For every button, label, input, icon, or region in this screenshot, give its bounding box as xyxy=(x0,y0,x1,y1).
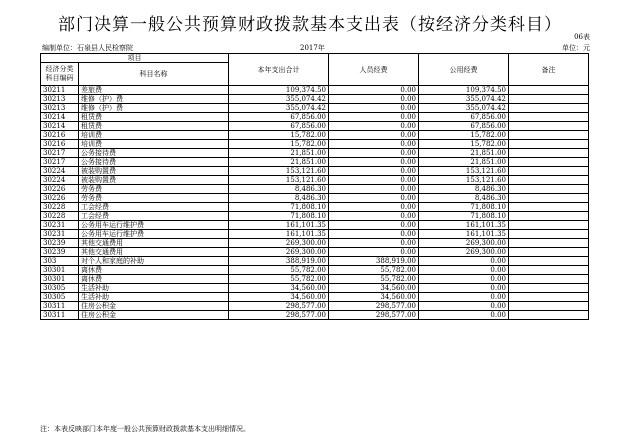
table-row xyxy=(41,230,589,239)
row-total: 269,300.00 xyxy=(229,239,329,248)
row-name: 租赁费 xyxy=(79,113,229,122)
row-code: 30216 xyxy=(41,140,79,149)
table-row xyxy=(41,95,589,104)
row-code: 30224 xyxy=(41,167,79,176)
row-personnel: 0.00 xyxy=(329,221,419,230)
currency-unit: 单位：元 xyxy=(562,44,590,52)
table-row xyxy=(41,104,589,113)
row-total: 34,560.00 xyxy=(229,293,329,302)
table-row xyxy=(41,239,589,248)
table-row xyxy=(41,221,589,230)
table-row xyxy=(41,158,589,167)
row-remark xyxy=(509,167,589,176)
row-public: 0.00 xyxy=(419,293,509,302)
row-code: 30239 xyxy=(41,248,79,257)
row-code: 30226 xyxy=(41,194,79,203)
row-personnel: 298,577.00 xyxy=(329,311,419,320)
row-name: 生活补助 xyxy=(79,293,229,302)
table-row xyxy=(41,140,589,149)
table-row xyxy=(41,86,589,95)
table-body xyxy=(41,86,589,320)
row-personnel: 0.00 xyxy=(329,230,419,239)
row-code: 30311 xyxy=(41,311,79,320)
row-public: 0.00 xyxy=(419,275,509,284)
row-public: 15,782.00 xyxy=(419,140,509,149)
row-total: 388,919.00 xyxy=(229,257,329,266)
table-row xyxy=(41,266,589,275)
row-total: 298,577.00 xyxy=(229,302,329,311)
row-name: 住房公积金 xyxy=(79,302,229,311)
table-row xyxy=(41,302,589,311)
row-public: 15,782.00 xyxy=(419,131,509,140)
row-code: 30226 xyxy=(41,185,79,194)
row-remark xyxy=(509,275,589,284)
row-total: 298,577.00 xyxy=(229,311,329,320)
row-name: 劳务费 xyxy=(79,194,229,203)
row-personnel: 34,560.00 xyxy=(329,284,419,293)
row-remark xyxy=(509,158,589,167)
row-total: 15,782.00 xyxy=(229,140,329,149)
row-remark xyxy=(509,248,589,257)
row-public: 0.00 xyxy=(419,311,509,320)
row-remark xyxy=(509,212,589,221)
row-personnel: 0.00 xyxy=(329,185,419,194)
row-personnel: 0.00 xyxy=(329,95,419,104)
row-public: 71,808.10 xyxy=(419,212,509,221)
table-row xyxy=(41,248,589,257)
row-name: 对个人和家庭的补助 xyxy=(79,257,229,266)
row-code: 30228 xyxy=(41,203,79,212)
row-remark xyxy=(509,203,589,212)
row-code: 30231 xyxy=(41,221,79,230)
table-row xyxy=(41,185,589,194)
row-personnel: 0.00 xyxy=(329,86,419,95)
row-name: 公务接待费 xyxy=(79,149,229,158)
row-name: 维修（护）费 xyxy=(79,95,229,104)
row-public: 67,856.00 xyxy=(419,122,509,131)
row-public: 269,300.00 xyxy=(419,239,509,248)
row-code: 30213 xyxy=(41,104,79,113)
row-remark xyxy=(509,176,589,185)
row-public: 161,101.35 xyxy=(419,221,509,230)
table-row xyxy=(41,311,589,320)
row-personnel: 0.00 xyxy=(329,140,419,149)
header-total: 本年支出合计 xyxy=(229,54,329,86)
row-personnel: 0.00 xyxy=(329,212,419,221)
table-row xyxy=(41,203,589,212)
row-remark xyxy=(509,113,589,122)
row-remark xyxy=(509,122,589,131)
row-total: 109,374.50 xyxy=(229,86,329,95)
row-personnel: 0.00 xyxy=(329,176,419,185)
table-row xyxy=(41,293,589,302)
row-personnel: 0.00 xyxy=(329,149,419,158)
row-remark xyxy=(509,293,589,302)
row-personnel: 388,919.00 xyxy=(329,257,419,266)
report-title: 部门决算一般公共预算财政拨款基本支出表（按经济分类科目） xyxy=(58,15,562,35)
header-personnel: 人员经费 xyxy=(329,54,419,86)
table-code: 06表 xyxy=(574,33,590,41)
row-remark xyxy=(509,230,589,239)
row-public: 0.00 xyxy=(419,284,509,293)
row-remark xyxy=(509,194,589,203)
row-remark xyxy=(509,86,589,95)
row-name: 住房公积金 xyxy=(79,311,229,320)
header-public: 公用经费 xyxy=(419,54,509,86)
row-total: 153,121.60 xyxy=(229,167,329,176)
row-total: 21,851.00 xyxy=(229,158,329,167)
row-name: 维修（护）费 xyxy=(79,104,229,113)
row-personnel: 55,782.00 xyxy=(329,266,419,275)
row-name: 工会经费 xyxy=(79,212,229,221)
row-total: 161,101.35 xyxy=(229,230,329,239)
row-code: 30231 xyxy=(41,230,79,239)
row-total: 161,101.35 xyxy=(229,221,329,230)
header-remark: 备注 xyxy=(509,54,589,86)
row-remark xyxy=(509,95,589,104)
row-public: 71,808.10 xyxy=(419,203,509,212)
table-row xyxy=(41,176,589,185)
table-row xyxy=(41,212,589,221)
header-code: 经济分类科目编码 xyxy=(41,63,79,86)
table-row xyxy=(41,131,589,140)
expenditure-table xyxy=(40,53,589,320)
row-public: 8,486.30 xyxy=(419,194,509,203)
row-public: 269,300.00 xyxy=(419,248,509,257)
row-code: 30214 xyxy=(41,122,79,131)
row-personnel: 0.00 xyxy=(329,113,419,122)
row-code: 30301 xyxy=(41,266,79,275)
row-remark xyxy=(509,104,589,113)
row-code: 30301 xyxy=(41,275,79,284)
row-total: 15,782.00 xyxy=(229,131,329,140)
row-remark xyxy=(509,221,589,230)
row-name: 租赁费 xyxy=(79,122,229,131)
row-name: 培训费 xyxy=(79,140,229,149)
row-code: 30311 xyxy=(41,302,79,311)
row-name: 培训费 xyxy=(79,131,229,140)
row-name: 劳务费 xyxy=(79,185,229,194)
row-remark xyxy=(509,140,589,149)
row-code: 30305 xyxy=(41,293,79,302)
row-name: 其他交通费用 xyxy=(79,239,229,248)
row-personnel: 0.00 xyxy=(329,104,419,113)
row-personnel: 0.00 xyxy=(329,122,419,131)
row-public: 153,121.60 xyxy=(419,167,509,176)
row-public: 153,121.60 xyxy=(419,176,509,185)
table-row xyxy=(41,167,589,176)
row-total: 153,121.60 xyxy=(229,176,329,185)
row-name: 被装购置费 xyxy=(79,176,229,185)
row-remark xyxy=(509,257,589,266)
table-row xyxy=(41,194,589,203)
table-row xyxy=(41,257,589,266)
table-row xyxy=(41,113,589,122)
row-remark xyxy=(509,149,589,158)
footnote: 注：本表反映部门本年度一般公共预算财政拨款基本支出明细情况。 xyxy=(40,425,250,433)
row-total: 55,782.00 xyxy=(229,275,329,284)
row-public: 161,101.35 xyxy=(419,230,509,239)
row-total: 8,486.30 xyxy=(229,194,329,203)
row-public: 0.00 xyxy=(419,302,509,311)
report-year: 2017年 xyxy=(300,44,325,52)
row-total: 67,856.00 xyxy=(229,113,329,122)
row-total: 71,808.10 xyxy=(229,203,329,212)
row-code: 30217 xyxy=(41,149,79,158)
row-name: 生活补助 xyxy=(79,284,229,293)
row-public: 21,851.00 xyxy=(419,149,509,158)
row-remark xyxy=(509,239,589,248)
row-remark xyxy=(509,311,589,320)
row-total: 269,300.00 xyxy=(229,248,329,257)
row-personnel: 0.00 xyxy=(329,194,419,203)
row-personnel: 298,577.00 xyxy=(329,302,419,311)
row-code: 303 xyxy=(41,257,79,266)
row-name: 公务用车运行维护费 xyxy=(79,230,229,239)
row-remark xyxy=(509,302,589,311)
row-public: 8,486.30 xyxy=(419,185,509,194)
row-total: 67,856.00 xyxy=(229,122,329,131)
row-public: 67,856.00 xyxy=(419,113,509,122)
row-name: 其他交通费用 xyxy=(79,248,229,257)
row-personnel: 34,560.00 xyxy=(329,293,419,302)
row-name: 差旅费 xyxy=(79,86,229,95)
row-personnel: 0.00 xyxy=(329,203,419,212)
row-remark xyxy=(509,284,589,293)
row-total: 55,782.00 xyxy=(229,266,329,275)
row-name: 离休费 xyxy=(79,266,229,275)
row-code: 30211 xyxy=(41,86,79,95)
table-row xyxy=(41,122,589,131)
row-remark xyxy=(509,185,589,194)
reporting-unit: 编制单位：石泉县人民检察院 xyxy=(42,44,133,52)
row-public: 355,074.42 xyxy=(419,95,509,104)
row-personnel: 0.00 xyxy=(329,239,419,248)
row-remark xyxy=(509,131,589,140)
row-personnel: 0.00 xyxy=(329,248,419,257)
row-total: 8,486.30 xyxy=(229,185,329,194)
row-name: 被装购置费 xyxy=(79,167,229,176)
row-code: 30239 xyxy=(41,239,79,248)
row-code: 30213 xyxy=(41,95,79,104)
row-total: 34,560.00 xyxy=(229,284,329,293)
row-code: 30214 xyxy=(41,113,79,122)
row-personnel: 0.00 xyxy=(329,167,419,176)
row-public: 0.00 xyxy=(419,266,509,275)
row-code: 30305 xyxy=(41,284,79,293)
table-row xyxy=(41,284,589,293)
row-code: 30216 xyxy=(41,131,79,140)
row-code: 30217 xyxy=(41,158,79,167)
row-total: 355,074.42 xyxy=(229,95,329,104)
row-code: 30224 xyxy=(41,176,79,185)
row-public: 109,374.50 xyxy=(419,86,509,95)
row-public: 0.00 xyxy=(419,257,509,266)
row-public: 355,074.42 xyxy=(419,104,509,113)
header-name: 科目名称 xyxy=(79,63,229,86)
row-personnel: 0.00 xyxy=(329,158,419,167)
table-row xyxy=(41,275,589,284)
row-public: 21,851.00 xyxy=(419,158,509,167)
row-personnel: 0.00 xyxy=(329,131,419,140)
row-total: 355,074.42 xyxy=(229,104,329,113)
row-name: 公务接待费 xyxy=(79,158,229,167)
table-row xyxy=(41,149,589,158)
row-code: 30228 xyxy=(41,212,79,221)
row-total: 71,808.10 xyxy=(229,212,329,221)
header-item: 项目 xyxy=(41,54,229,63)
row-personnel: 55,782.00 xyxy=(329,275,419,284)
row-remark xyxy=(509,266,589,275)
row-name: 公务用车运行维护费 xyxy=(79,221,229,230)
row-name: 工会经费 xyxy=(79,203,229,212)
row-total: 21,851.00 xyxy=(229,149,329,158)
row-name: 离休费 xyxy=(79,275,229,284)
